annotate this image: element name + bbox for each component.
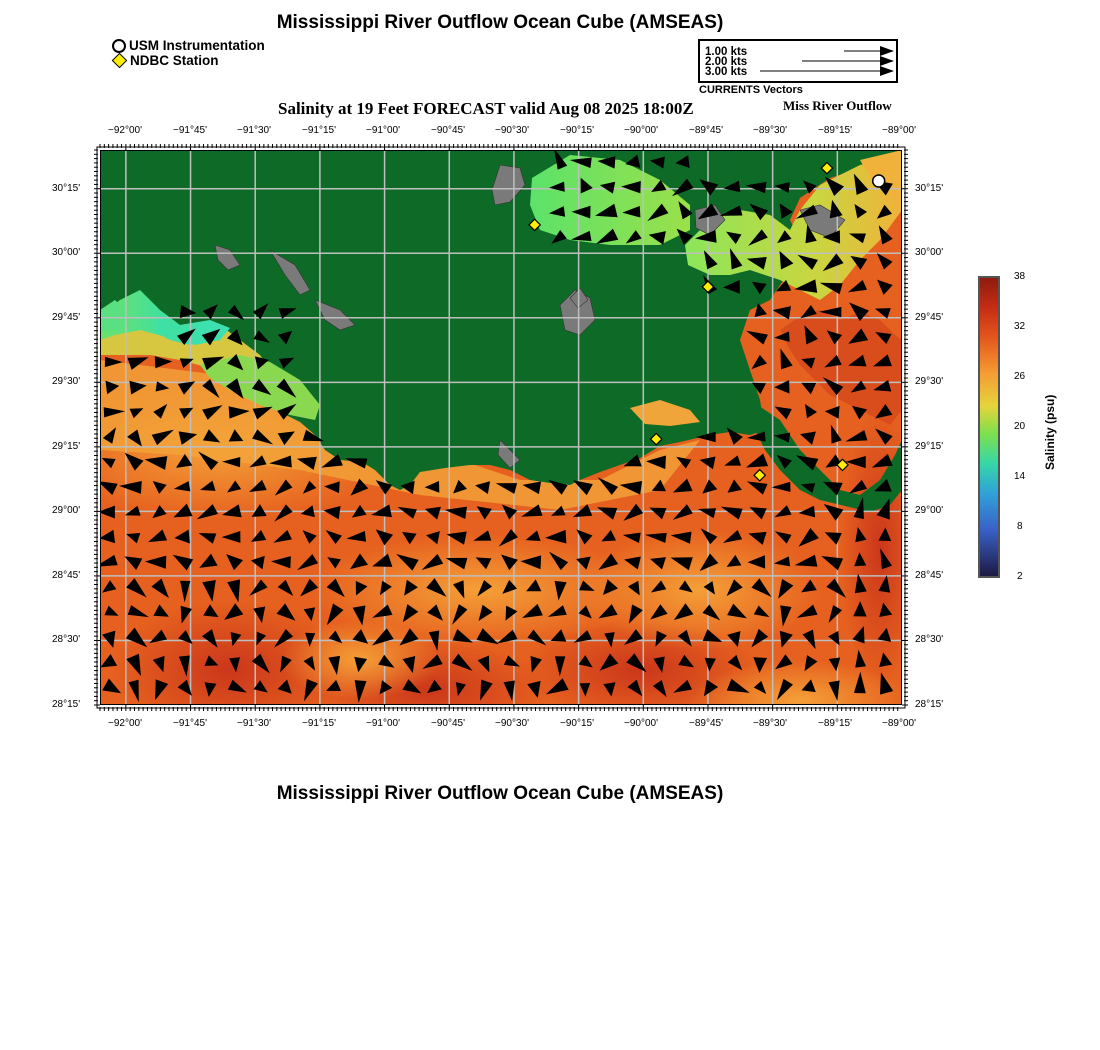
lon-label: −89°15' [818,718,852,729]
lat-label: 29°45' [915,312,944,323]
lon-label: −91°45' [173,718,207,729]
lat-label: 30°00' [915,247,944,258]
lon-label: −89°30' [753,718,787,729]
lon-label: −90°00' [624,125,658,136]
lon-label: −90°45' [431,125,465,136]
lon-label: −91°30' [237,718,271,729]
lat-label: 30°00' [52,247,81,258]
lon-label: −92°00' [108,718,142,729]
lon-label: −90°30' [495,125,529,136]
lat-label: 28°30' [52,634,81,645]
lat-label: 30°15' [915,183,944,194]
lon-label: −90°15' [560,718,594,729]
legend-usm [112,38,265,53]
circle-icon [112,39,126,53]
lon-label: −89°30' [753,125,787,136]
colorbar-tick: 20 [1014,421,1026,432]
lat-label: 29°30' [915,376,944,387]
lon-label: −89°15' [818,125,852,136]
lon-label: −90°00' [624,718,658,729]
lat-label: 29°15' [52,441,81,452]
lat-label: 29°15' [915,441,944,452]
lon-label: −89°45' [689,125,723,136]
lat-label: 28°15' [915,699,944,710]
lon-label: −92°00' [108,125,142,136]
lon-label: −90°30' [495,718,529,729]
colorbar-tick: 26 [1014,371,1026,382]
lat-label: 28°45' [915,570,944,581]
diamond-icon [112,53,128,69]
vector-label-1: 1.00 kts [705,46,748,58]
vector-arrows [700,41,896,81]
lat-label: 29°45' [52,312,81,323]
bottom-title: Mississippi River Outflow Ocean Cube (AMSEAS) [276,783,724,804]
colorbar [977,275,1007,580]
lon-label: −89°45' [689,718,723,729]
lon-label: −91°00' [366,125,400,136]
colorbar-tick: 8 [1017,521,1023,532]
vector-label-2: 2.00 kts [705,56,748,68]
vector-caption: CURRENTS Vectors [699,84,803,96]
lat-label: 30°15' [52,183,81,194]
lon-label: −90°45' [431,718,465,729]
lat-label: 29°30' [52,376,81,387]
lat-label: 29°00' [915,505,944,516]
colorbar-tick: 38 [1014,271,1026,282]
lon-label: −89°00' [882,125,916,136]
river-label: Miss River Outflow [783,98,892,113]
lon-label: −91°45' [173,125,207,136]
colorbar-tick: 32 [1014,321,1026,332]
map-subtitle: Salinity at 19 Feet FORECAST valid Aug 08 2025 18:00Z [278,99,694,118]
legend-usm-label: USM Instrumentation [129,38,265,53]
colorbar-tick: 2 [1017,571,1023,582]
lon-label: −91°00' [366,718,400,729]
colorbar-tick: 14 [1014,471,1026,482]
lon-label: −90°15' [560,125,594,136]
lon-label: −91°15' [302,718,336,729]
colorbar-title: Salinity (psu) [1043,394,1057,470]
lat-label: 29°00' [52,505,81,516]
legend-ndbc-label: NDBC Station [130,53,219,68]
lat-label: 28°45' [52,570,81,581]
lon-label: −91°30' [237,125,271,136]
lat-label: 28°15' [52,699,81,710]
vector-scale-box [698,39,898,83]
map-frame-ticks [94,144,908,711]
vector-label-3: 3.00 kts [705,66,748,78]
lat-label: 28°30' [915,634,944,645]
main-title: Mississippi River Outflow Ocean Cube (AMSEAS) [276,12,724,33]
lon-label: −89°00' [882,718,916,729]
legend-ndbc [112,53,219,68]
lon-label: −91°15' [302,125,336,136]
